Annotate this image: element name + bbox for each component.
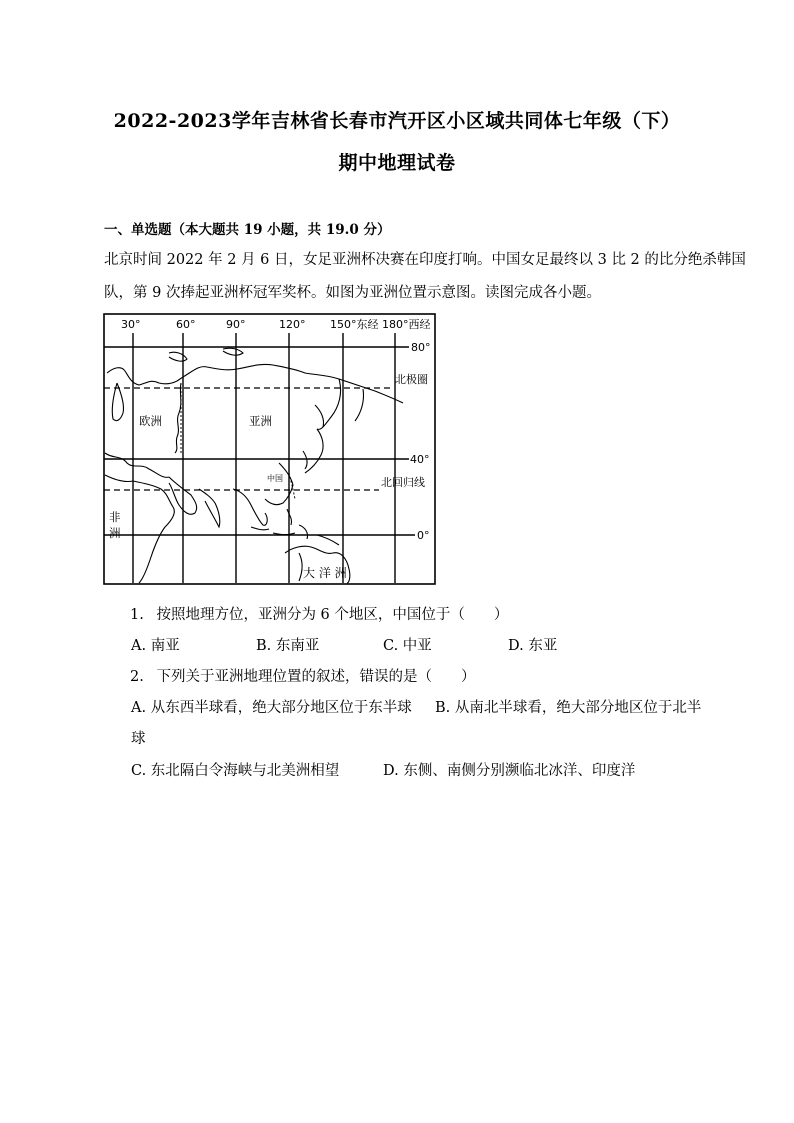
question-1-option-b[interactable]: B. 东南亚 [256,638,320,654]
lon-label-90: 90° [226,318,246,331]
china-label: 中国 [267,474,283,483]
tropic-of-cancer-label: 北回归线 [381,476,425,489]
africa-label-1: 非 [109,510,121,524]
question-1-option-d[interactable]: D. 东亚 [508,638,558,654]
question-1-number: 1. [130,607,144,623]
question-2-option-a[interactable]: A. 从东西半球看，绝大部分地区位于东半球 [131,700,412,716]
asia-location-map [103,313,436,585]
exam-title-line-2: 期中地理试卷 [338,152,456,174]
arctic-circle-label: 北极圈 [395,373,428,386]
question-1-option-a[interactable]: A. 南亚 [131,638,180,654]
asia-label: 亚洲 [249,414,272,428]
oceania-label: 大 洋 洲 [303,566,347,580]
question-2 [130,665,475,686]
question-2-option-b-continued: 球 [131,731,146,747]
lat-label-80: 80° [411,341,431,354]
lon-label-60: 60° [176,318,196,331]
lat-label-0: 0° [417,529,430,542]
question-2-option-c[interactable]: C. 东北隔白令海峡与北美洲相望 [131,763,340,779]
lat-label-40: 40° [410,453,430,466]
intro-text-line-1: 北京时间 2022 年 2 月 6 日，女足亚洲杯决赛在印度打响。中国女足最终以 3 比 2 的比分绝杀韩国 [104,252,746,268]
europe-label: 欧洲 [139,414,162,428]
intro-text-line-2: 队，第 9 次捧起亚洲杯冠军奖杯。如图为亚洲位置示意图。读图完成各小题。 [104,285,601,301]
section-heading: 一、单选题（本大题共 19 小题，共 19.0 分） [104,222,391,238]
question-1 [130,603,508,624]
lon-label-30: 30° [121,318,141,331]
lon-label-150-180: 150°东经 180°西经 [330,318,431,331]
lon-label-120: 120° [279,318,306,331]
africa-label-2: 洲 [109,526,121,540]
question-2-option-b[interactable]: B. 从南北半球看，绝大部分地区位于北半 [435,700,702,716]
question-1-option-c[interactable]: C. 中亚 [383,638,432,654]
question-1-text: 按照地理方位，亚洲分为 6 个地区，中国位于（ ） [156,607,509,623]
question-2-option-d[interactable]: D. 东侧、南侧分别濒临北冰洋、印度洋 [383,763,636,779]
map-frame [104,314,435,584]
question-2-text: 下列关于亚洲地理位置的叙述，错误的是（ ） [156,669,476,685]
question-2-number: 2. [130,669,144,685]
exam-title-line-1: 2022-2023学年吉林省长春市汽开区小区域共同体七年级（下） [113,110,681,132]
